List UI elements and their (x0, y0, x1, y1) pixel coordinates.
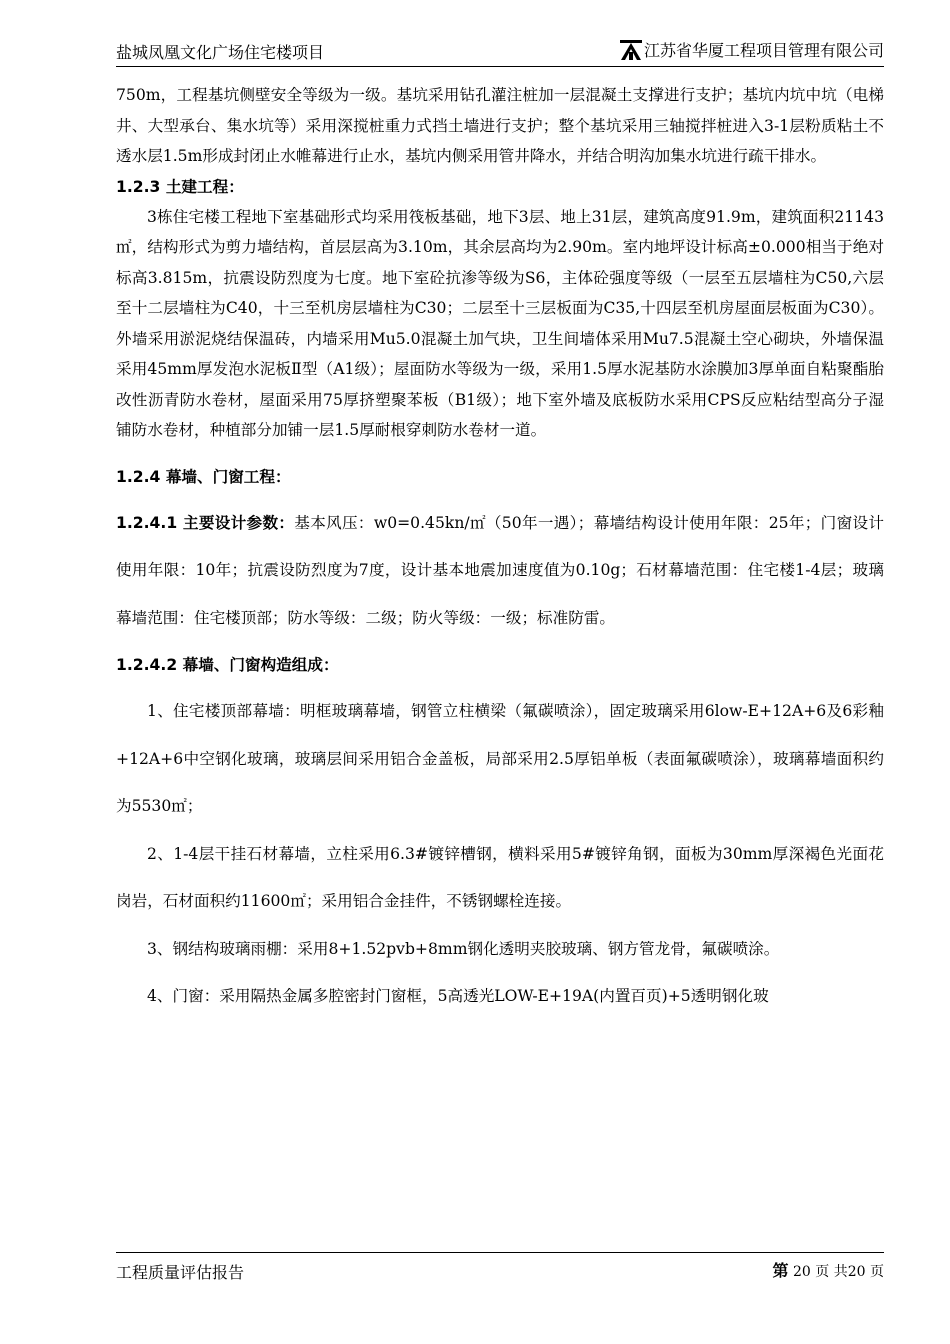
company-name: 江苏省华厦工程项目管理有限公司 (643, 41, 884, 60)
list-item-top-curtain: 1、住宅楼顶部幕墙：明框玻璃幕墙，钢管立柱横梁（氟碳喷涂），固定玻璃采用6low-E+12A+6及6彩釉+12A+6中空钢化玻璃，玻璃层间采用铝合金盖板，局部采用2.5厚铝单板（表面氟碳喷涂），玻璃幕墙面积约为5530㎡； (116, 702, 884, 815)
report-title: 工程质量评估报告 (116, 1263, 245, 1282)
footer-divider (116, 1252, 884, 1253)
page-footer (116, 1254, 884, 1284)
design-params-label: 1.2.4.1 主要设计参数： (116, 513, 295, 532)
paragraph-design-params (116, 500, 884, 643)
header-divider (116, 66, 884, 67)
company-block (620, 38, 884, 61)
page-header (116, 36, 884, 68)
page-number: 第 20 页 共20 页 (772, 1261, 884, 1280)
list-item-canopy: 3、钢结构玻璃雨棚：采用8+1.52pvb+8mm钢化透明夹胶玻璃、钢方管龙骨，氟碳喷涂。 (147, 939, 780, 958)
heading-civil-works: 1.2.3 土建工程： (116, 177, 244, 196)
list-item-doors-windows: 4、门窗：采用隔热金属多腔密封门窗框，5高透光LOW-E+19A(内置百页)+5透明钢化玻 (147, 987, 769, 1005)
paragraph-civil-works: 3栋住宅楼工程地下室基础形式均采用筏板基础，地下3层、地上31层，建筑高度91.9m，建筑面积21143㎡，结构形式为剪力墙结构，首层层高为3.10m，其余层高均为2.90m。室内地坪设计标高±0.000相当于绝对标高3.815m，抗震设防烈度为七度。地下室砼抗渗等级为S6，主体砼强度等级（一层至五层墙柱为C50,六层至十二层墙柱为C40，十三至机房层墙柱为C30；二层至十三层板面为C35,十四层至机房屋面层板面为C30）。外墙采用淤泥烧结保温砖，内墙采用Mu5.0混凝土加气块，卫生间墙体采用Mu7.5混凝土空心砌块，外墙保温采用45mm厚发泡水泥板Ⅱ型（A1级）；屋面防水等级为一级，采用1.5厚水泥基防水涂膜加3厚单面自粘聚酯胎改性沥青防水卷材，屋面采用75厚挤塑聚苯板（B1级）；地下室外墙及底板防水采用CPS反应粘结型高分子湿铺防水卷材，种植部分加铺一层1.5厚耐根穿刺防水卷材一道。 (116, 207, 884, 439)
company-logo-icon (620, 40, 642, 60)
paragraph-foundation: 750m，工程基坑侧壁安全等级为一级。基坑采用钻孔灌注桩加一层混凝土支撑进行支护；基坑内坑中坑（电梯井、大型承台、集水坑等）采用深搅桩重力式挡土墙进行支护；整个基坑采用三轴搅拌桩进入3-1层粉质粘土不透水层1.5m形成封闭止水帷幕进行止水，基坑内侧采用管井降水，并结合明沟加集水坑进行疏干排水。 (116, 86, 884, 165)
heading-structure: 1.2.4.2 幕墙、门窗构造组成： (116, 656, 339, 674)
list-item-stone-curtain: 2、1-4层干挂石材幕墙，立柱采用6.3#镀锌槽钢，横料采用5#镀锌角钢，面板为30mm厚深褐色光面花岗岩，石材面积约11600㎡；采用铝合金挂件，不锈钢螺栓连接。 (116, 844, 884, 910)
project-name: 盐城凤凰文化广场住宅楼项目 (116, 43, 325, 62)
heading-curtain-wall: 1.2.4 幕墙、门窗工程： (116, 467, 291, 486)
document-body (116, 80, 884, 1021)
design-params-text: 基本风压：w0=0.45kn/㎡（50年一遇）；幕墙结构设计使用年限：25年；门窗设计使用年限：10年；抗震设防烈度为7度，设计基本地震加速度值为0.10g；石材幕墙范围：住宅楼1-4层；玻璃幕墙范围：住宅楼顶部；防水等级：二级；防火等级：一级；标准防雷。 (116, 513, 885, 627)
